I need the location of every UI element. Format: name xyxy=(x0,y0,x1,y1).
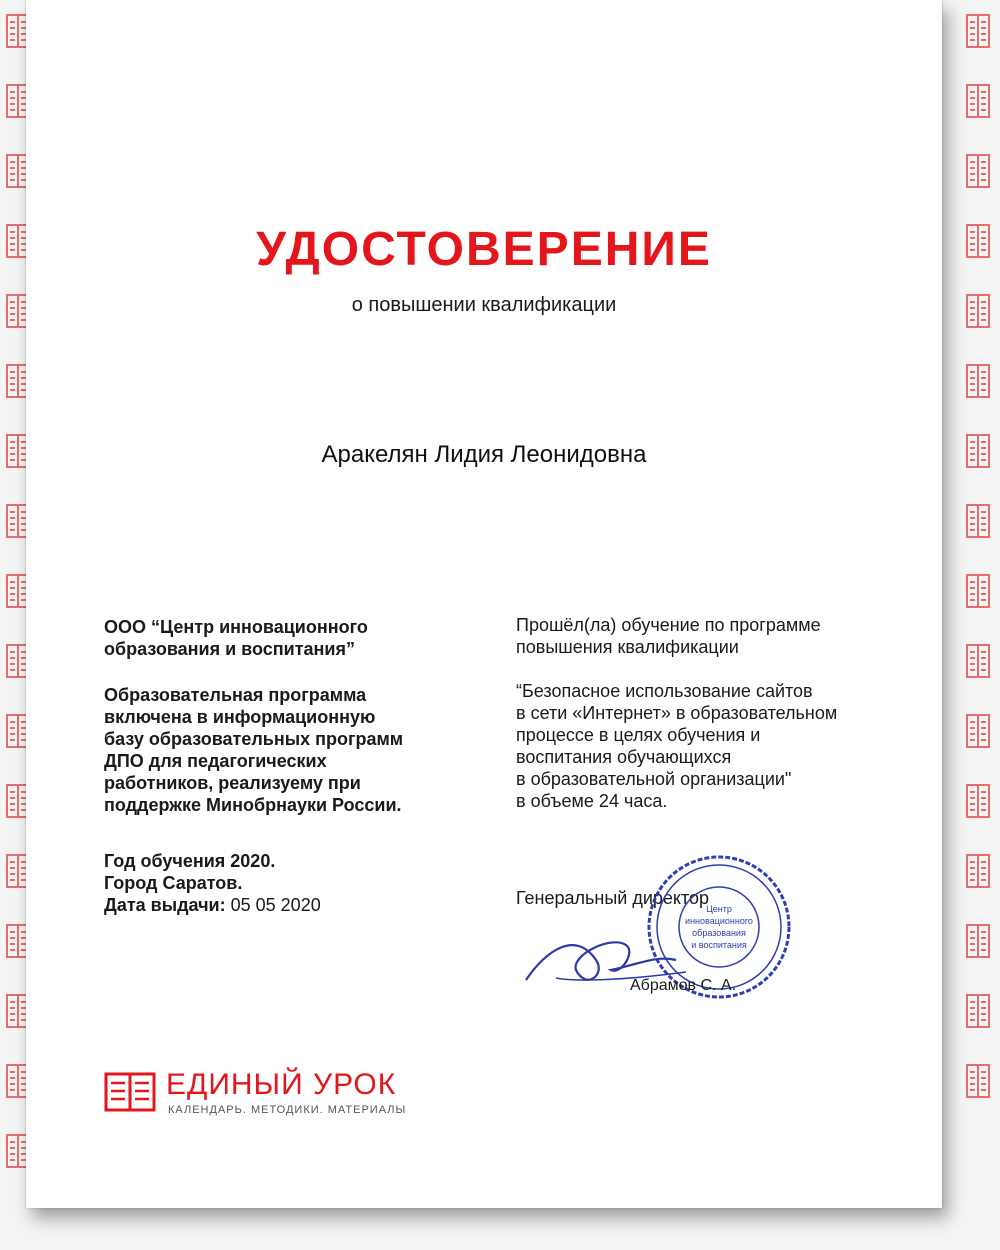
book-icon xyxy=(964,434,992,468)
program-note xyxy=(104,684,484,816)
issuer-block xyxy=(104,616,484,916)
book-icon xyxy=(964,224,992,258)
course-line: в объеме 24 часа. xyxy=(516,791,668,811)
brand-name: ЕДИНЫЙ УРОК xyxy=(166,1068,397,1101)
program-line: поддержке Минобрнауки России. xyxy=(104,795,402,815)
course-line: воспитания обучающихся xyxy=(516,747,732,767)
book-icon xyxy=(964,14,992,48)
study-year: Год обучения 2020. xyxy=(104,851,276,871)
program-line: базу образовательных программ xyxy=(104,729,404,749)
program-line: работников, реализуему при xyxy=(104,773,361,793)
program-line: включена в информационную xyxy=(104,707,376,727)
recipient-name: Аракелян Лидия Леонидовна xyxy=(321,441,647,468)
program-line: ДПО для педагогических xyxy=(104,751,327,771)
book-icon xyxy=(964,644,992,678)
book-icon xyxy=(964,574,992,608)
book-icon xyxy=(964,1064,992,1098)
issue-date-label: Дата выдачи: xyxy=(104,895,226,915)
certificate-title: УДОСТОВЕРЕНИЕ xyxy=(256,223,712,276)
stamp-text-line: Центр xyxy=(706,904,732,914)
book-icon xyxy=(964,784,992,818)
issue-date-value: 05 05 2020 xyxy=(230,895,321,915)
book-icon xyxy=(964,504,992,538)
brand-tagline: КАЛЕНДАРЬ. МЕТОДИКИ. МАТЕРИАЛЫ xyxy=(168,1104,407,1116)
program-line: Образовательная программа xyxy=(104,685,367,705)
issue-date-row xyxy=(104,894,484,916)
organization-name xyxy=(104,616,484,660)
right-border-pattern xyxy=(955,0,1000,1250)
book-icon xyxy=(964,714,992,748)
course-title xyxy=(516,680,926,812)
org-line: ООО “Центр инновационного xyxy=(104,617,368,637)
book-icon xyxy=(964,924,992,958)
book-icon xyxy=(964,84,992,118)
course-line: в сети «Интернет» в образовательном xyxy=(516,703,838,723)
certificate-sheet xyxy=(26,0,942,1208)
completion-line: Прошёл(ла) обучение по программе xyxy=(516,615,821,635)
course-line: “Безопасное использование сайтов xyxy=(516,681,813,701)
book-icon xyxy=(964,994,992,1028)
stamp-text-line: инновационного xyxy=(685,916,753,926)
stamp-text-line: и воспитания xyxy=(691,940,747,950)
course-block xyxy=(516,614,926,812)
director-name: Абрамов С. А. xyxy=(630,977,737,994)
director-title: Генеральный директор xyxy=(516,888,710,908)
completion-line: повышения квалификации xyxy=(516,637,739,657)
book-icon xyxy=(964,154,992,188)
stamp-text-line: образования xyxy=(692,928,746,938)
org-line: образования и воспитания” xyxy=(104,639,355,659)
book-icon xyxy=(964,364,992,398)
book-icon xyxy=(964,854,992,888)
book-icon xyxy=(964,294,992,328)
course-line: в образовательной организации" xyxy=(516,769,792,789)
city: Город Саратов. xyxy=(104,873,243,893)
completion-statement xyxy=(516,614,926,658)
book-logo-icon xyxy=(104,1072,156,1112)
certificate-subtitle: о повышении квалификации xyxy=(351,294,617,316)
course-line: процессе в целях обучения и xyxy=(516,725,761,745)
